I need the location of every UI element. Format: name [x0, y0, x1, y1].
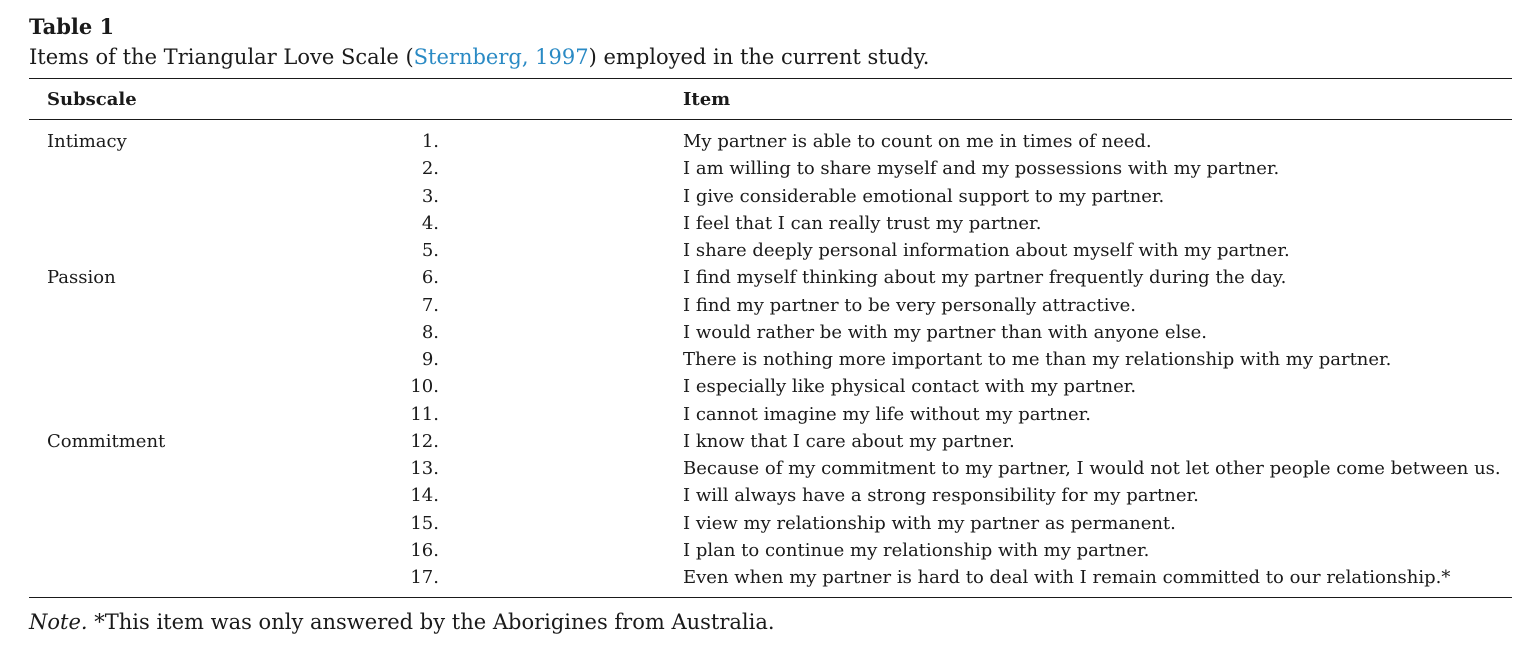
item-number-cell: 13.	[410, 458, 439, 479]
item-number-cell: 11.	[410, 403, 439, 425]
table-top-rule	[29, 78, 1512, 79]
item-number-cell: 1.	[421, 131, 439, 152]
table-row	[29, 428, 1512, 455]
item-number-cell: 10.	[410, 376, 439, 398]
item-number-cell: 2.	[421, 158, 439, 180]
item-text-cell: Even when my partner is hard to deal with I remain committed to our relationship.*	[683, 567, 1451, 588]
note-text: *This item was only answered by the Aborigines from Australia.	[87, 610, 775, 634]
caption-text-after: ) employed in the current study.	[588, 45, 930, 69]
caption-text-before: Items of the Triangular Love Scale (	[29, 45, 414, 69]
table-row	[29, 401, 1512, 428]
table-row	[29, 264, 1512, 291]
item-text-cell: I would rather be with my partner than with anyone else.	[683, 321, 1207, 343]
table-bottom-rule	[29, 597, 1512, 598]
table-row	[29, 155, 1512, 182]
item-number-cell: 12.	[410, 430, 439, 452]
note-label: Note.	[29, 610, 88, 634]
column-header-subscale: Subscale	[47, 89, 137, 110]
subscale-cell: Commitment	[47, 430, 166, 452]
item-text-cell: I view my relationship with my partner as permanent.	[683, 512, 1176, 534]
item-text-cell: I feel that I can really trust my partner.	[683, 212, 1042, 234]
table-row	[29, 292, 1512, 319]
item-number-cell: 8.	[421, 321, 439, 343]
table-row	[29, 510, 1512, 537]
item-text-cell: There is nothing more important to me than my relationship with my partner.	[683, 349, 1392, 370]
table-row	[29, 128, 1512, 155]
item-text-cell: I am willing to share myself and my possessions with my partner.	[683, 158, 1280, 180]
item-number-cell: 3.	[421, 185, 439, 207]
column-header-item: Item	[683, 89, 731, 110]
item-number-cell: 7.	[421, 294, 439, 316]
table-row	[29, 373, 1512, 400]
table-row	[29, 183, 1512, 210]
item-number-cell: 6.	[421, 267, 439, 289]
table-row	[29, 564, 1512, 591]
table-row	[29, 537, 1512, 564]
table-header-rule	[29, 119, 1512, 120]
item-text-cell: I find my partner to be very personally attractive.	[683, 294, 1137, 316]
item-text-cell: I especially like physical contact with my partner.	[683, 376, 1137, 398]
item-number-cell: 9.	[421, 349, 439, 370]
table-row	[29, 237, 1512, 264]
item-text-cell: I will always have a strong responsibility for my partner.	[683, 485, 1199, 507]
item-text-cell: I cannot imagine my life without my partner.	[683, 403, 1091, 425]
table-row	[29, 455, 1512, 482]
item-number-cell: 4.	[421, 212, 439, 234]
item-text-cell: My partner is able to count on me in times of need.	[683, 131, 1152, 152]
item-text-cell: Because of my commitment to my partner, I would not let other people come between us.	[683, 458, 1501, 479]
table-row	[29, 482, 1512, 509]
table-row	[29, 346, 1512, 373]
table-row	[29, 319, 1512, 346]
subscale-cell: Intimacy	[47, 131, 127, 152]
table-row	[29, 210, 1512, 237]
subscale-cell: Passion	[47, 267, 116, 289]
item-number-cell: 15.	[410, 512, 439, 534]
item-text-cell: I know that I care about my partner.	[683, 430, 1015, 452]
item-number-cell: 16.	[410, 539, 439, 561]
table-caption	[29, 43, 929, 71]
item-number-cell: 17.	[410, 567, 439, 588]
item-number-cell: 5.	[421, 240, 439, 261]
item-text-cell: I share deeply personal information about myself with my partner.	[683, 240, 1290, 261]
table-note	[29, 608, 775, 636]
table-body	[29, 128, 1512, 591]
citation-link[interactable]: Sternberg, 1997	[413, 45, 589, 69]
table-label: Table 1	[29, 14, 115, 39]
item-text-cell: I give considerable emotional support to my partner.	[683, 185, 1165, 207]
item-number-cell: 14.	[410, 485, 439, 507]
item-text-cell: I find myself thinking about my partner frequently during the day.	[683, 267, 1287, 289]
item-text-cell: I plan to continue my relationship with my partner.	[683, 539, 1150, 561]
